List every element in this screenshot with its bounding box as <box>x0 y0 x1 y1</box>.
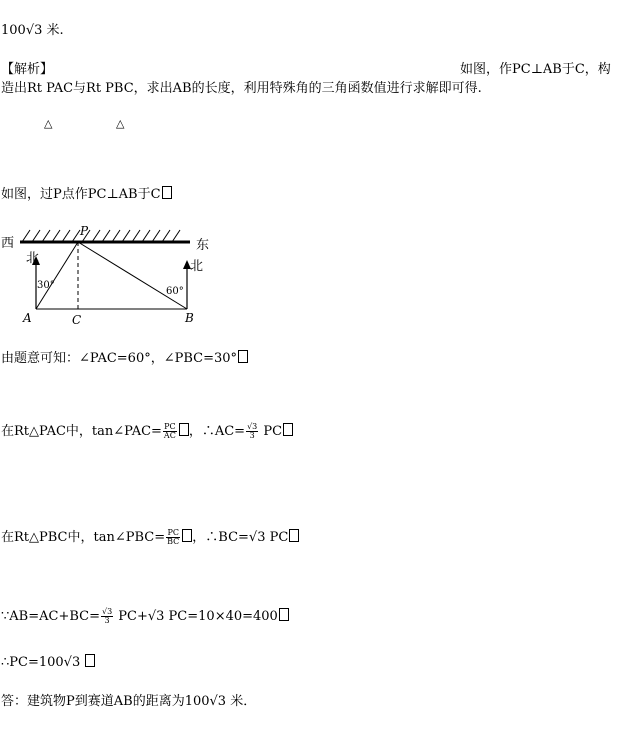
triangle-symbol-2: △ <box>116 117 125 130</box>
final-answer: 答：建筑物P到赛道AB的距离为100√3 米． <box>1 694 257 709</box>
label-north-left: 北 <box>26 251 40 266</box>
label-west: 西 <box>1 236 15 251</box>
step-5: ∴PC=100√3 <box>1 654 95 671</box>
step-1: 由题意可知：∠PAC=60°，∠PBC=30° <box>1 350 248 367</box>
triangle-symbol-1: △ <box>44 117 53 130</box>
label-A: A <box>23 311 32 325</box>
geometry-figure <box>0 222 240 332</box>
fraction-PC-AC: $\frac{PC}{AC}$ <box>163 422 176 440</box>
top-answer: 100√3 米. <box>1 23 64 38</box>
analysis-header: 【解析】 <box>1 62 54 77</box>
fraction-sqrt3-3-b: $\frac{√3}{3}$ <box>101 607 113 625</box>
step-2: 在Rt△PAC中，tan∠PAC= $\frac{PC}{AC}$ ，∴AC= $\frac{√3}{3}$ PC <box>1 423 293 440</box>
step-4: ∵AB=AC+BC= $\frac{√3}{3}$ PC+√3 PC=10×40=400 <box>1 608 289 625</box>
segment-PB <box>78 242 187 309</box>
fraction-PC-BC: $\frac{PC}{BC}$ <box>167 528 180 546</box>
step-3: 在Rt△PBC中，tan∠PBC= $\frac{PC}{BC}$ ，∴BC=√3 PC <box>1 529 299 546</box>
fraction-sqrt3-3: $\frac{√3}{3}$ <box>247 422 258 440</box>
angle-A-label: 30° <box>37 280 55 291</box>
label-north-right: 北 <box>190 259 204 274</box>
analysis-line-2: 造出Rt PAC与Rt PBC，求出AB的长度，利用特殊角的三角函数值进行求解即可得. <box>1 81 482 96</box>
label-B: B <box>185 311 194 325</box>
label-east: 东 <box>196 238 210 253</box>
segment-PA <box>36 242 78 309</box>
label-C: C <box>72 313 82 327</box>
analysis-text-right: 如图，作PC⊥AB于C，构 <box>460 62 611 77</box>
ground-hatch <box>22 230 180 242</box>
angle-B-label: 60° <box>166 286 184 297</box>
solution-intro: 如图，过P点作PC⊥AB于C <box>1 186 172 203</box>
label-P: P <box>80 224 89 238</box>
